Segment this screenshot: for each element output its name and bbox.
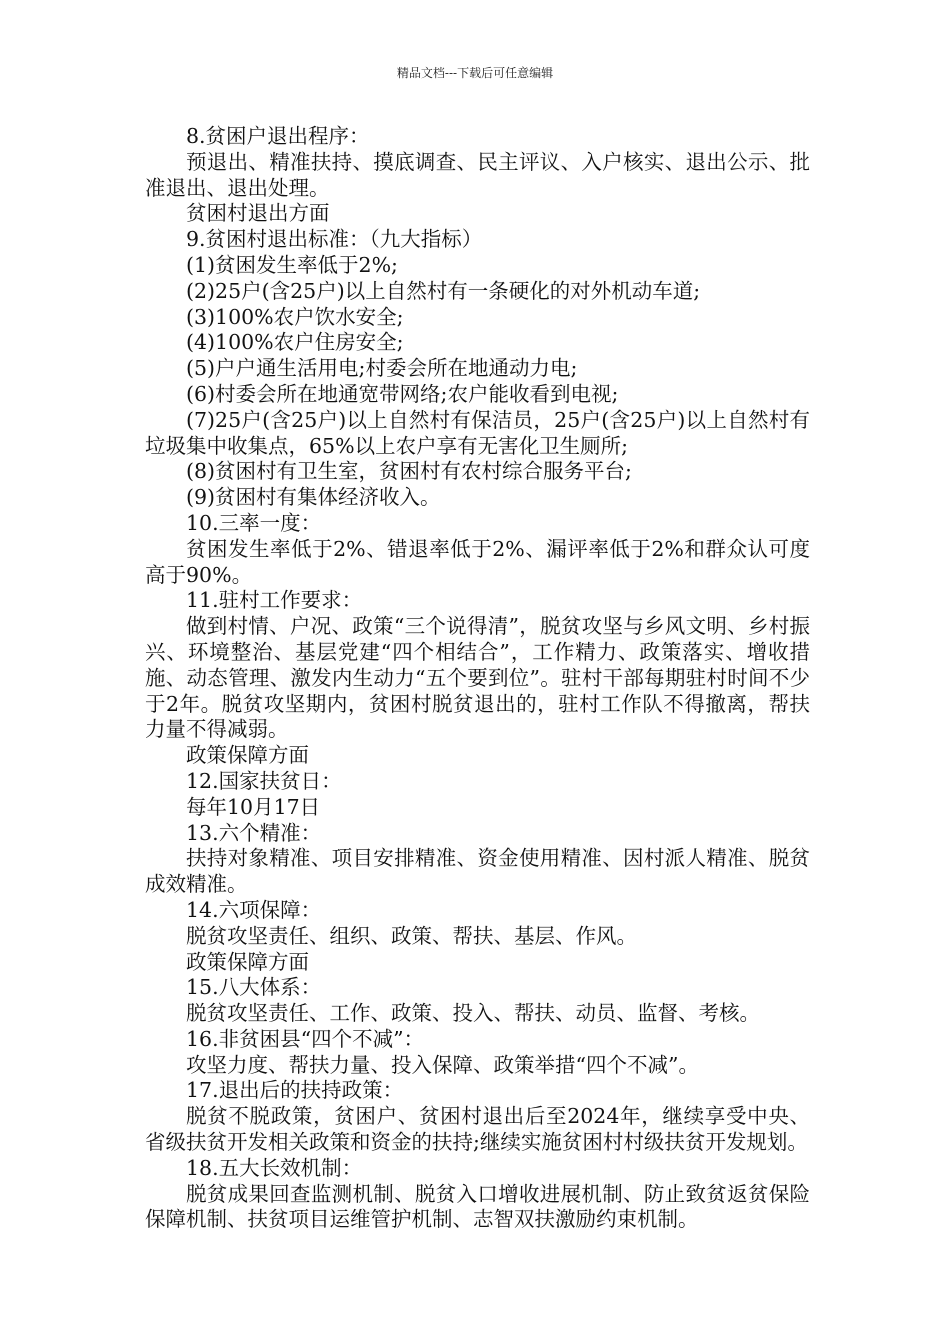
paragraph-six-precise: 扶持对象精准、项目安排精准、资金使用精准、因村派人精准、脱贫成效精准。: [145, 846, 810, 897]
paragraph-eight-systems: 脱贫攻坚责任、工作、政策、投入、帮扶、动员、监督、考核。: [186, 1001, 760, 1026]
paragraph-four-no-reduce: 攻坚力度、帮扶力量、投入保障、政策举措“四个不减”。: [186, 1052, 699, 1077]
paragraph-three-rates: 贫困发生率低于2%、错退率低于2%、漏评率低于2%和群众认可度高于90%。: [145, 536, 810, 587]
list-item-1: (1)贫困发生率低于2%;: [186, 252, 398, 277]
section-heading-11: 11.驻村工作要求：: [186, 588, 363, 613]
section-heading-10: 10.三率一度：: [186, 510, 322, 535]
list-item-7: (7)25户(含25户)以上自然村有保洁员，25户(含25户)以上自然村有垃圾集中收集点，65%以上农户享有无害化卫生厕所;: [145, 407, 810, 458]
section-heading-16: 16.非贫困县“四个不减”：: [186, 1026, 425, 1051]
paragraph-six-guarantees: 脱贫攻坚责任、组织、政策、帮扶、基层、作风。: [186, 923, 637, 948]
paragraph-exit-procedure: 预退出、精准扶持、摸底调查、民主评议、入户核实、退出公示、批准退出、退出处理。: [145, 149, 810, 200]
section-title-policy-1: 政策保障方面: [186, 743, 309, 768]
section-heading-8: 8.贫困户退出程序：: [186, 124, 370, 148]
list-item-5: (5)户户通生活用电;村委会所在地通动力电;: [186, 356, 578, 381]
list-item-8: (8)贫困村有卫生室，贫困村有农村综合服务平台;: [186, 459, 632, 484]
section-heading-9: 9.贫困村退出标准：（九大指标）: [186, 227, 483, 252]
list-item-6: (6)村委会所在地通宽带网络;农户能收看到电视;: [186, 381, 619, 406]
section-heading-17: 17.退出后的扶持政策：: [186, 1078, 404, 1103]
list-item-9: (9)贫困村有集体经济收入。: [186, 485, 441, 510]
page-header: 精品文档---下载后可任意编辑: [396, 66, 554, 80]
section-heading-14: 14.六项保障：: [186, 897, 322, 922]
list-item-3: (3)100%农户饮水安全;: [186, 304, 404, 329]
section-heading-12: 12.国家扶贫日：: [186, 768, 342, 793]
paragraph-five-mechanisms: 脱贫成果回查监测机制、脱贫入口增收进展机制、防止致贫返贫保险保障机制、扶贫项目运维管护机制、志智双扶激励约束机制。: [145, 1181, 810, 1232]
section-heading-18: 18.五大长效机制：: [186, 1155, 363, 1180]
list-item-2: (2)25户(含25户)以上自然村有一条硬化的对外机动车道;: [186, 278, 701, 303]
section-title-village-exit: 贫困村退出方面: [186, 201, 330, 226]
section-heading-13: 13.六个精准：: [186, 820, 322, 845]
paragraph-village-work: 做到村情、户况、政策“三个说得清”，脱贫攻坚与乡风文明、乡村振兴、环境整治、基层党建“四个相结合”，工作精力、政策落实、增收措施、动态管理、激发内生动力“五个要到位”。驻村干部每期驻村时间不少于2年。脱贫攻坚期内，贫困村脱贫退出的，驻村工作队不得撤离，帮扶力量不得减弱。: [145, 614, 810, 742]
section-title-policy-2: 政策保障方面: [186, 949, 309, 974]
paragraph-poverty-day: 每年10月17日: [186, 794, 321, 819]
paragraph-post-exit-policy: 脱贫不脱政策，贫困户、贫困村退出后至2024年，继续享受中央、省级扶贫开发相关政策和资金的扶持;继续实施贫困村村级扶贫开发规划。: [145, 1104, 810, 1155]
document-body: [145, 124, 810, 1233]
list-item-4: (4)100%农户住房安全;: [186, 330, 404, 355]
section-heading-15: 15.八大体系：: [186, 975, 322, 1000]
